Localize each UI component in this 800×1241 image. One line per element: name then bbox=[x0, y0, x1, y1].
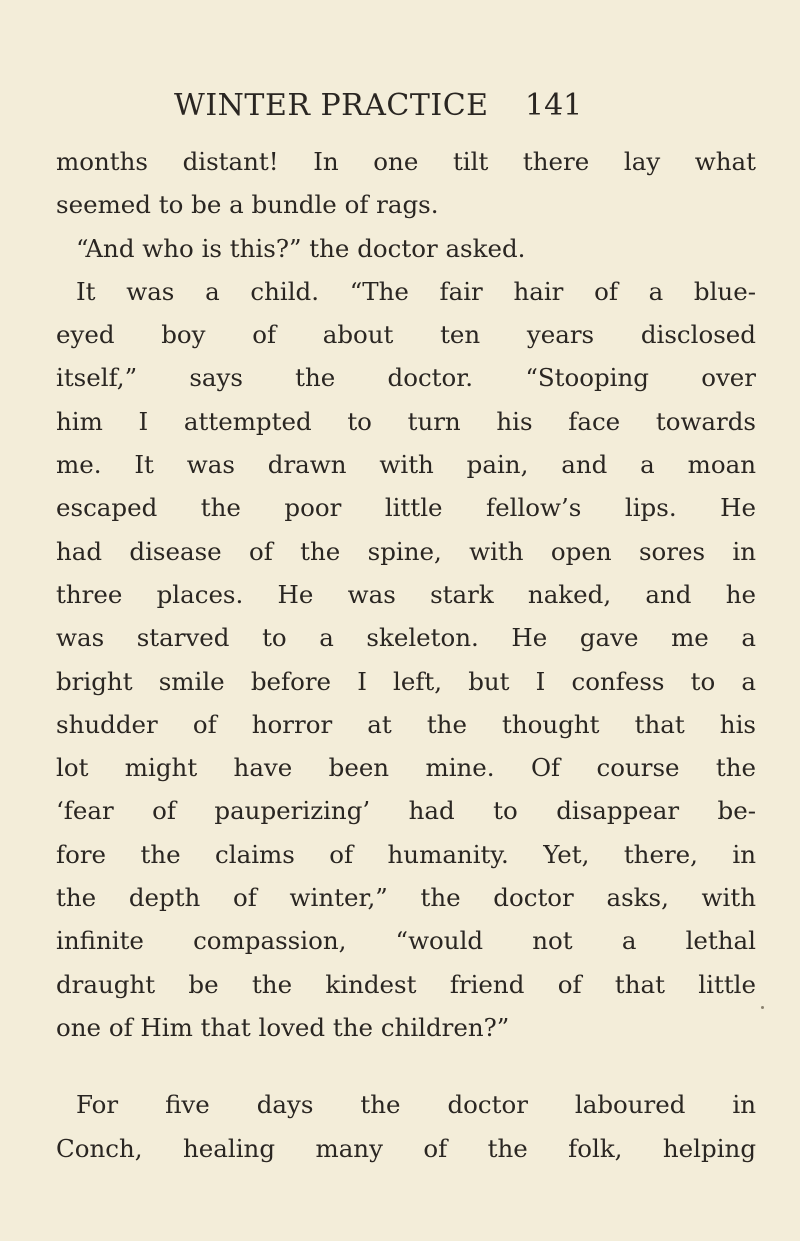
text-line: For five days the doctor laboured in bbox=[76, 1090, 756, 1120]
text-line: the depth of winter,” the doctor asks, with bbox=[56, 883, 756, 913]
text-line: him I attempted to turn his face towards bbox=[56, 406, 756, 436]
text-line: lot might have been mine. Of course the bbox=[56, 753, 756, 783]
text-line: fore the claims of humanity. Yet, there, in bbox=[56, 839, 756, 869]
body-text bbox=[56, 140, 756, 1170]
text-line: shudder of horror at the thought that his bbox=[56, 709, 756, 739]
paragraph-1 bbox=[56, 140, 756, 227]
text-line: draught be the kindest friend of that little bbox=[56, 969, 756, 999]
text-line: had disease of the spine, with open sores in bbox=[56, 536, 756, 566]
paragraph-2 bbox=[56, 227, 756, 270]
running-head: WINTER PRACTICE bbox=[174, 88, 489, 123]
text-line: was starved to a skeleton. He gave me a bbox=[56, 623, 756, 653]
text-line: itself,” says the doctor. “Stooping over bbox=[56, 363, 756, 393]
paragraph-spacer bbox=[56, 1049, 756, 1083]
text-line: me. It was drawn with pain, and a moan bbox=[56, 450, 756, 480]
text-line: It was a child. “The fair hair of a blue- bbox=[76, 276, 756, 306]
text-line: escaped the poor little fellow’s lips. He bbox=[56, 493, 756, 523]
paper-speck bbox=[761, 1006, 764, 1009]
text-line: eyed boy of about ten years disclosed bbox=[56, 320, 756, 350]
paragraph-3 bbox=[56, 270, 756, 1049]
paragraph-4 bbox=[56, 1083, 756, 1170]
text-line: ‘fear of pauperizing’ had to disappear be- bbox=[56, 796, 756, 826]
page-number: 141 bbox=[525, 88, 583, 123]
text-line: “And who is this?” the doctor asked. bbox=[76, 233, 526, 263]
text-line: months distant! In one tilt there lay what bbox=[56, 147, 756, 176]
text-line: infinite compassion, “would not a lethal bbox=[56, 926, 756, 956]
text-line: three places. He was stark naked, and he bbox=[56, 579, 756, 609]
text-line: seemed to be a bundle of rags. bbox=[56, 190, 439, 220]
text-line: Conch, healing many of the folk, helping bbox=[56, 1133, 756, 1163]
text-line: one of Him that loved the children?” bbox=[56, 1012, 510, 1042]
text-line: bright smile before I left, but I confess to a bbox=[56, 666, 756, 696]
